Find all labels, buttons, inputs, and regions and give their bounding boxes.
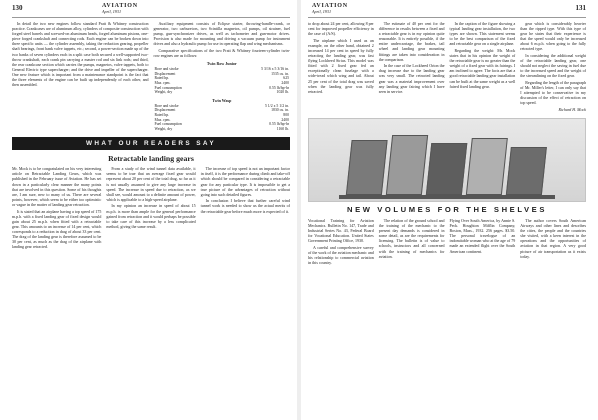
table-cell: 0.55 lb/hp-hr [269,122,289,127]
letter-col-3 [201,166,290,251]
paragraph: The airplane which I used as an example, on the other hand, obtained 2 increased 14 per cent in speed by fully retracting the landing gear, was fast flying Lockheed Sirius. This model was fitted with 2 fixed gear fed an exceptionally clean fuselage with a wide-tread which wing and tail. About 25 per cent of the total drag was saved when the landing gear was fully retracted. [308,37,374,94]
table-cell: Max. rpm. [154,80,171,85]
engine-article-columns [12,21,290,133]
section-heading: NEW VOLUMES FOR THE SHELVES [346,205,547,214]
paragraph: The estimate of 40 per cent for the difference in results between a fixed and a retractable gear is in my opinion quite reasonable. It is entirely possible, if the entire undercarriage, the brakes, tail wheel and landing gear mounting fittings are taken into consideration in the comparison. [378,21,445,62]
letter-continued-columns [308,21,586,114]
table-cell: 2400 [281,117,289,122]
letter-continued-col-3 [450,21,516,114]
bookshelf-photo [308,118,586,202]
letter-columns [12,166,290,251]
running-head-title: AVIATION [312,3,348,9]
paragraph: It is stated that an airplane having a top speed of 175 m.p.h. with a fixed landing gear of fixed design would gain about 25 m.p.h. when fitted with a retractable gear. This amounts to an increase of 14 per cent, which corresponds to a reduction in drag of about 33 per cent. The drag of the landing gear is therefore assumed to be 30 per cent, as much as the drag of the airplane with landing gear retracted. [12,208,102,250]
paragraph: In the case of the Lockheed Orion the drag increase due to the landing gear was very small. The retracted landing gear was a material improvement over any landing gear fairing which I have seen in service. [378,63,445,94]
book [386,135,428,195]
table-cell: 1535 cu. in. [271,71,289,76]
paragraph: In conclusion I believe that further careful wind tunnel work is needed to show us the actual merits of the retractable gear before much more is expected of it. [200,198,290,214]
paragraph: Vocational Training for Aviation Mechanics. Bulletin No. 147, Trade and Industrial Series No. 43, Federal Board for Vocational Education. United States Government Printing Office, 1930. [308,218,374,244]
left-page-header [12,2,290,18]
review-col-1 [308,218,374,267]
table-cell: Bore and stroke [154,103,179,108]
right-page-header [308,2,586,18]
table-cell: Max. rpm. [154,117,171,122]
letter-col-1 [12,166,101,251]
spec-table [154,67,291,95]
letter-continued-col-4 [520,21,586,114]
table-cell: 800 [283,112,289,117]
running-head-date: April, 1931 [102,9,122,14]
spec-table [154,104,291,132]
books-illustration [346,135,548,195]
table-cell: 5 3/16 x 5 3/16 in. [261,67,289,72]
table-cell: Displacement [154,71,176,76]
paragraph: The increase of top speed is not an important factor in itself, it is the performance during climb and take-off which should be compared in considering a retractable gear for any particular type. It is impossible to get a true picture of the advantages of retraction without going into such detailed figures. [200,166,290,197]
book [346,140,388,195]
table-cell: Displacement [154,108,176,113]
page-number: 131 [575,4,586,12]
paragraph: Flying Over South America, by Annie S. Peck. Houghton Mifflin Company, Boston, Mass., 1932. 256 pages. $3.50. The personal travelogue of an indomitable woman who at the age of 79 made an extended flight over the South American continent. [449,218,516,254]
table-cell: Rated hp. [154,76,170,81]
paragraph: gear which is considerably heavier than the ripped type. With this type of gear he states that their experience is that the speed would only be increased about 6 m.p.h. when going to the fully retracted type. [520,21,586,52]
book [426,143,467,195]
paragraph: Comparative specifications of the two Pratt & Whitney fourteen-cylinder twin-row engines are as follows: [153,47,290,59]
letter-continued-col-1 [308,21,374,114]
book [466,138,508,195]
table-row [154,90,291,95]
paragraph: In considering the additional weight of the retractable landing gear, one should not neglect the saving in fuel due to the increased speed and the weight of the streamlining on the fixed gear. [520,53,586,79]
running-head-date: April, 1931 [312,9,332,14]
paragraph: Auxiliary equipment consists of Eclipse starter, throwing-handle-crank, or generator, two carburetors, two Scintilla magnetos, oil pumps, oil strainer, fuel pump, gun-synchronizer drives, as well as tachometer and gun-motor drives. Provision is also made for mounting and driving a vacuum pump for instrument drives and also a hydraulic pump for use in operating flap and wing mechanisms. [153,21,290,47]
paragraph: In my opinion an increase in speed of about 15 m.p.h. is more than ample for the general performance gained from retraction and it would perhaps be possible to take care of this increase by a less complicated method, giving the same result. [106,203,196,229]
paragraph: Regarding the length of the paragraph of Mr. Miller's letter, I can only say that I attempted to be conservative in my discussion of the effect of retraction on top speed. [520,80,587,106]
running-head [312,3,348,14]
review-col-2 [379,218,445,267]
table-cell: Rated hp. [154,112,170,117]
running-head-title: AVIATION [102,3,138,9]
letter-signature: Richard H. Mock [558,107,586,112]
page-number: 130 [12,4,23,12]
paragraph: to drop about 24 per cent, allowing 8 per cent for improved propeller efficiency in the case of (A/S). [308,21,374,37]
table-row [154,127,291,132]
paragraph: In detail the two new engines follow standard Pratt & Whitney construction practice. Crankcases are of aluminum alloy, cylinders of composite construction with forged steel barrels and screwed-on aluminum heads, forged aluminum pistons, one-piece forged crankshaft and connecting rods. Each engine can be broken down into three specific units — the cylinder assembly, taking the reduction gearing, propeller shaft bearings, front bank valve tappets, etc.; second, a power-section made up of the two banks of seven cylinders each in a split case both secured a well-supported two-throw crankshaft, each crank pin carrying a master rod and six link rods; and third, the rear crankcase section which carries the pumps, magnetos, valve tappets, both to General Electric type supercharger; and the drive and impeller of the supercharger. One new feature which is important from a maintenance standpoint is the fact that the three elements of the engine can be built up independently of each other, and then assembled. [12,21,149,88]
paragraph: Regarding the weight: Mr. Mock states that in his opinion the weight of the retractable gear is no greater than the weight of a fixed gear with its fairings. I am inclined to agree. The facts are that a good retractable landing gear installation can be built at the same weight as a well faired fixed landing gear. [449,47,516,89]
paragraph: A careful and comprehensive survey of the work of the aviation mechanic and his relationship to commercial aviation in this country. [308,244,374,266]
table-cell: 1830 cu. in. [271,108,289,113]
page-gutter [297,0,301,420]
paragraph: Mr. Mock is to be congratulated on his very interesting article on Retractable Landing Gears, which was published in the February issue of Aviation. He has set down in a particularly clear manner the many points that are involved in this question. Some of his thoughts are, I am sure, new to many of us. There are several points, however, which seem to be either too optimistic or vague in the matter of landing gear retraction. [12,166,102,207]
left-page [0,0,296,420]
running-head [102,3,138,14]
paragraph: The relation of the ground school and the training of the mechanic to the present day demands is considered in some detail, as are the requirements for licensing. The bulletin is of value to schools, instructors and all concerned with the training of mechanics for aviation. [378,218,445,259]
paragraph: In the caption of the figure showing a typical landing gear installation, the two types are shown. This statement seems to be the best comparison of the fixed and retractable gear on a single airplane. [449,21,516,47]
table-cell: Weight, dry [154,126,173,131]
table-cell: 5 1/2 x 5 1/2 in. [264,103,289,108]
letter-continued-col-2 [379,21,445,114]
review-col-3 [450,218,516,267]
table-cell: Fuel consumption [154,122,182,127]
table-cell: 625 [283,76,289,81]
table-cell: 0.55 lb/hp-hr [269,85,289,90]
table-cell: 2400 [281,80,289,85]
review-columns [308,218,586,267]
engine-article-col-2 [154,21,291,133]
table-cell: Weight, dry [154,90,173,95]
paragraph: From a study of the wind tunnel data available, it seems to be true that an average fixed gear would represent about 20 per cent of the total drag, so far as it is not usually assumed to give any large increase in speed. The increase in speed due to retraction, as we shall see, would amount to a definite amount of power, which is applicable to a high-speed airplane. [106,166,196,202]
book [506,147,547,195]
table-cell: Bore and stroke [154,67,179,72]
readers-say-banner: WHAT OUR READERS SAY [12,137,290,150]
table-cell: Fuel consumption [154,85,182,90]
shelf [339,195,555,199]
table-cell: 1160 lb. [276,126,289,131]
spec-table-title: Twin Wasp [212,97,232,103]
engine-article-col-1 [12,21,149,133]
spec-table-title: Twin Row Junior [206,61,237,67]
review-col-4 [520,218,586,267]
paragraph: The author covers South American Airways and other lines and describes the cities, the people and the countries she visited, with a keen interest in the operations and the opportunities of aviation in that region. A very good picture of air transportation as it exists today. [520,218,586,259]
article-title: Retractable landing gears [108,154,194,164]
letter-col-2 [106,166,195,251]
table-cell: 1020 lb. [276,90,289,95]
right-page [302,0,598,420]
